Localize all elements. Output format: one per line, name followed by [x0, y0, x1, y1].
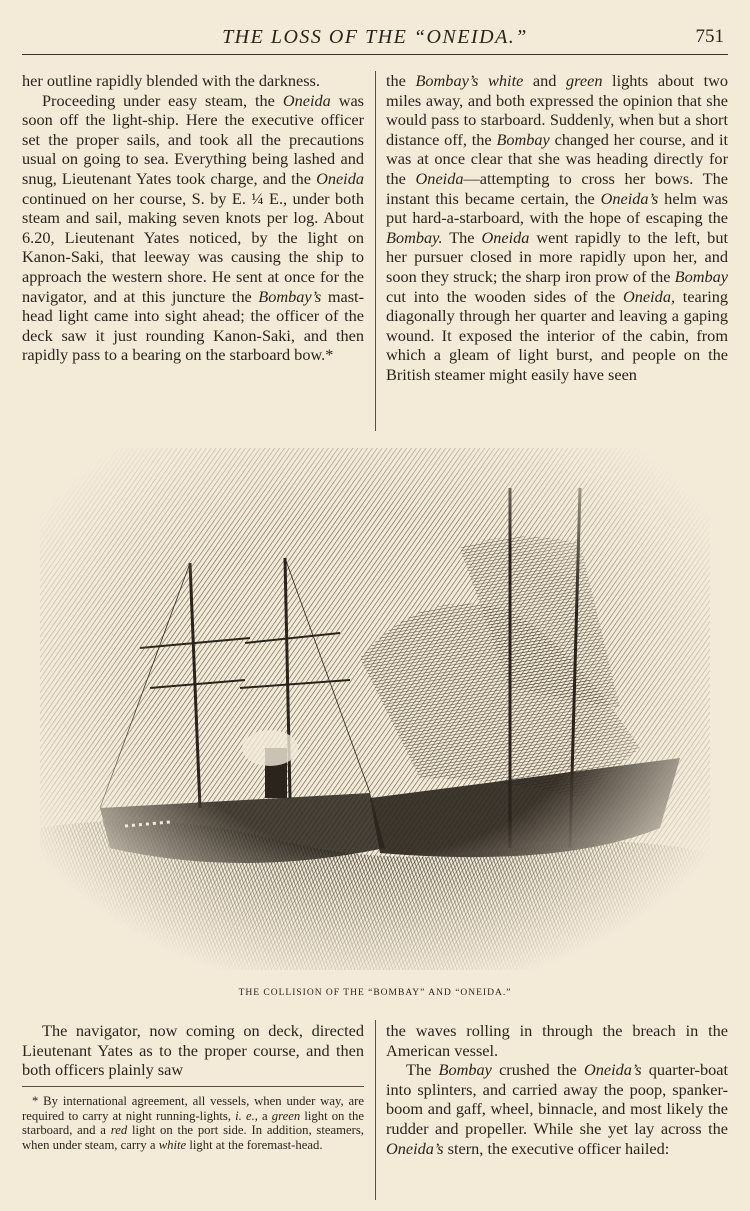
- paragraph: the waves rolling in through the breach in the American vessel.: [386, 1021, 728, 1060]
- page-number: 751: [695, 26, 724, 47]
- paragraph: the Bombay’s white and green lights about two miles away, and both expressed the opinion that she would pass to starboard. Suddenly, when but a short distance off, the Bombay changed her course, and it was at once clear that she was heading directly for the Oneida—attempting to cross her bows. The instant this became certain, the Oneida’s helm was put hard-a-starboard, with the hope of escaping the Bombay. The Oneida went rapidly to the left, but her pursuer closed in more rapidly upon her, and soon they struck; the sharp iron prow of the Bombay cut into the wooden sides of the Oneida, tearing diagonally through her quarter and leaving a gaping wound. It exposed the interior of the cabin, from which a gleam of light burst, and people on the British steamer might easily have seen: [386, 71, 729, 384]
- header-rule: [22, 54, 728, 55]
- text-column-right-top: [386, 71, 728, 385]
- running-title: THE LOSS OF THE “ONEIDA.”: [222, 26, 528, 48]
- text-column-left-bottom: [22, 1021, 364, 1080]
- column-divider-top: [375, 71, 376, 431]
- paragraph: The Bombay crushed the Oneida’s quarter-boat into splinters, and carried away the poop, spanker-boom and gaff, wheel, binnacle, and most likely the rudder and propeller. While she yet lay across the Oneida’s stern, the executive officer hailed:: [386, 1060, 728, 1158]
- illustration-caption: THE COLLISION OF THE “BOMBAY” AND “ONEIDA.”: [238, 988, 512, 998]
- text-column-right-bottom: [386, 1021, 728, 1158]
- paragraph: The navigator, now coming on deck, directed Lieutenant Yates as to the proper course, and then both officers plainly saw: [22, 1021, 364, 1080]
- text-column-left-top: [22, 71, 364, 365]
- paragraph: Proceeding under easy steam, the Oneida was soon off the light-ship. Here the executive officer set the proper sails, and took all the precautions usual on going to sea. Everything being lashed and snug, Lieutenant Yates took charge, and the Oneida continued on her course, S. by E. ¼ E., under both steam and sail, making seven knots per log. About 6.20, Lieutenant Yates noticed, by the light on Kanon-Saki, that leeway was causing the ship to approach the western shore. He sent at once for the navigator, and at this juncture the Bombay’s mast-head light came into sight ahead; the officer of the deck saw it just rounding Kanon-Saki, and then rapidly pass to a bearing on the starboard bow.*: [22, 90, 365, 365]
- paragraph: her outline rapidly blended with the darkness.: [22, 71, 320, 90]
- running-header: [22, 22, 728, 52]
- collision-engraving: [40, 448, 710, 970]
- column-divider-bottom: [375, 1020, 376, 1200]
- footnote: * By international agreement, all vessels, when under way, are required to carry at night running-lights, i. e., a green light on the starboard, and a red light on the port side. In addition, steamers, when under steam, carry a white light at the foremast-head.: [22, 1094, 364, 1152]
- footnote-rule: [22, 1086, 364, 1087]
